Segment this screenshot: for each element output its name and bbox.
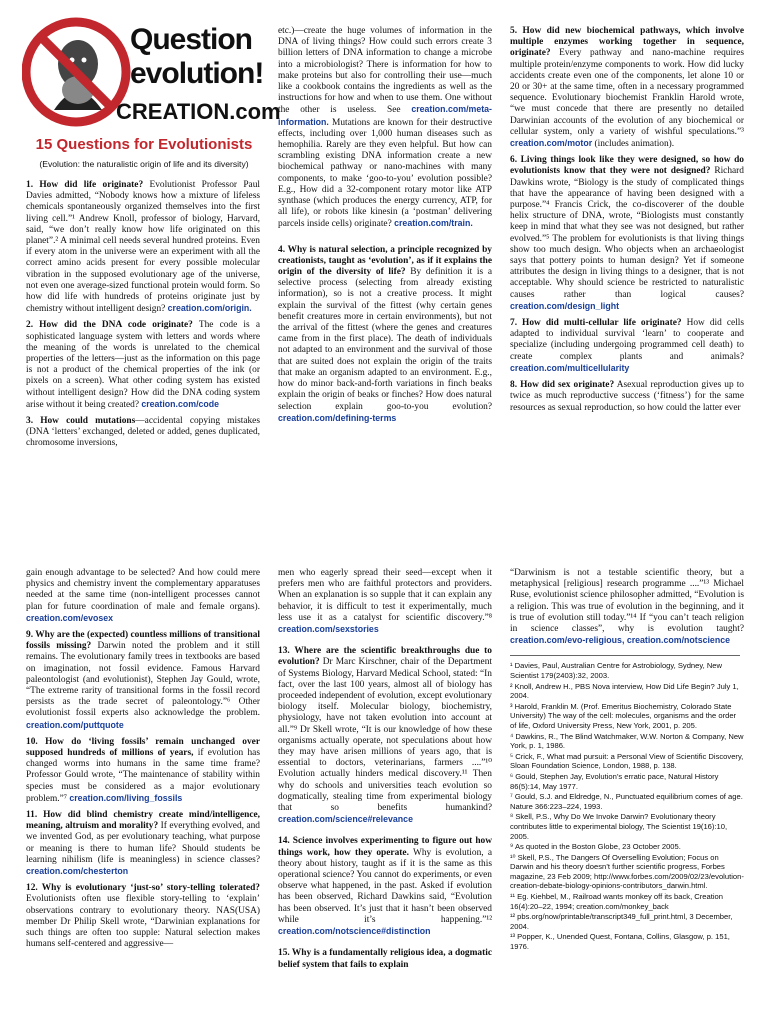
footnote: ⁶ Gould, Stephen Jay, Evolution’s erratic pace, Natural History 86(5):14, May 1977. [510, 771, 719, 791]
question-12: 12. Why is evolutionary ‘just-so’ story-telling tolerated? Evolutionists often use flexible story-telling to ‘explain’ observations contrary to evolutionary theory. NAS(USA) member Dr Philip Skell wrote, “Darwinian explanations for such things are often too supple: Natural selection makes humans self-centered and aggressive— [26, 883, 260, 950]
bottom-column-2 [278, 568, 492, 1024]
footnote: ⁵ Crick, F., What mad pursuit: a Personal View of Scientific Discovery, Sloan Foundation Science, London, 1988, p. 138. [510, 751, 744, 771]
question-11: 11. How did blind chemistry create mind/intelligence, meaning, altruism and morality? If everything evolved, and we invented God, as per evolutionary teaching, what purpose or meaning is there to human life? Should students be learning nihilism (life is meaningless) in science classes? creation.com/chesterton [26, 810, 260, 877]
link-living-fossils[interactable]: creation.com/living_fossils [69, 792, 183, 803]
top-column-1 [26, 180, 260, 544]
question-3-continued: etc.)—create the huge volumes of information in the DNA of living things? How could such errors create 3 billion letters of DNA information to change a microbe into a microbiologist? There is information for how to make proteins but also for controlling their use—much like a cookbook contains the ingredients as well as the instructions for how and when to use them. One without the other is useless. See creation.com/meta-information. Mutations are known for their destructive effects, including over 1,000 human diseases such as hemophilia. Rarely are they even helpful. But how can scrambling existing DNA information create a new biochemical pathway or nano-machines with many components, to make ‘goo-to-you’ evolution possible? E.g., How did a 32-component rotary motor like ATP synthase (which produces the energy currency, ATP, for all life), or robots like kinesin (a ‘postman’ delivering parcels inside cells) originate? creation.com/train. [278, 26, 492, 230]
question-4: 4. Why is natural selection, a principle recognized by creationists, taught as ‘evolution’, as if it explains the origin of the diversity of life? By definition it is a selective process (selecting from already existing information), so is not a creative process. It might explain the survival of the fittest (why certain genes benefit creatures more in certain environments), but not the arrival of the fittest (where the genes and creatures came from in the first place). The death of individuals not adapted to an environment and the survival of those that are suited does not explain the origin of the traits that make an organism adapted to an environment. E.g., how do minor back-and-forth variations in finch beaks explain the origin of beaks or finches? How does natural selection explain goo-to-you evolution? creation.com/defining-terms [278, 244, 492, 423]
link-sexstories[interactable]: creation.com/sexstories [278, 624, 379, 635]
question-evolution-logo [22, 14, 281, 134]
logo-line2: evolution! [130, 57, 264, 90]
question-7: 7. How did multi-cellular life originate? How did cells adapted to individual survival ‘learn’ to cooperate and specialize (including undergoing programmed cell death) to create complex plants and animals? creation.com/multicellularity [510, 318, 744, 373]
question-8: 8. How did sex originate? Asexual reproduction gives up to twice as much reproductive success (‘fitness’) for the same resources as sexual reproduction, so how could the latter ever [510, 380, 744, 413]
link-train[interactable]: creation.com/train. [394, 218, 473, 229]
footnote: ⁸ Skell, P.S., Why Do We Invoke Darwin? Evolutionary theory contributes little to experimental biology, The Scientist 19(16):10, 2005. [510, 812, 728, 841]
question-5: 5. How did new biochemical pathways, which involve multiple enzymes working together in sequence, originate? Every pathway and nano-machine requires multiple protein/enzyme components to work. How did lucky accidents create even one of the components, let alone 10 or 20 or 30+ at the same time, often in a necessary programmed sequence. Evolutionary biochemist Franklin Harold wrote, “we must concede that there are presently no detailed Darwinian accounts of the evolution of any biochemical or cellular system, only a variety of wishful speculations.”³ creation.com/motor (includes animation). [510, 26, 744, 150]
footnote: ¹⁰ Skell, P.S., The Dangers Of Overselling Evolution; Focus on Darwin and his theory doesn’t further scientific progress, Forbes magazine, 23 Feb 2009; http://www.forbes.com/2009/02/23/evolution-creation-debate-biology-opinions-contributors_darwin.html. [510, 852, 744, 891]
link-origin[interactable]: creation.com/origin. [167, 303, 252, 314]
question-1: 1. How did life originate? Evolutionist Professor Paul Davies admitted, “Nobody knows how a mixture of lifeless chemicals spontaneously organized themselves into the first living cell.”¹ Andrew Knoll, professor of biology, Harvard, said, “we don’t really know how life originated on this planet”.² A minimal cell needs several hundred proteins. Even if every atom in the universe were an experiment with all the correct amino acids present for every possible molecular vibration in the supposed evolutionary age of the universe, not even one average-sized functional protein would form. So how did life with hundreds of proteins originate just by chemistry without intelligent design? creation.com/origin. [26, 180, 260, 315]
logo-site: CREATION.com [116, 99, 281, 124]
link-meta-information[interactable]: creation.com/meta-information. [278, 104, 492, 127]
page-subtitle: (Evolution: the naturalistic origin of life and its diversity) [39, 159, 249, 169]
question-2: 2. How did the DNA code originate? The code is a sophisticated language system with letters and words where the meaning of the words is unrelated to the chemical properties of the letters—just as the information on this page is not a product of the chemical properties of the ink (or pixels on a screen). What other coding system has existed without intelligent design? How did the DNA coding system arise without it being created? creation.com/code [26, 320, 260, 410]
footnote: ² Knoll, Andrew H., PBS Nova interview, How Did Life Begin? July 1, 2004. [510, 681, 739, 701]
question-13: 13. Where are the scientific breakthroughs due to evolution? Dr Marc Kirschner, chair of the Department of Systems Biology, Harvard Medical School, stated: “In fact, over the last 100 years, almost all of biology has proceeded independent of evolution, except evolutionary biology itself. Molecular biology, biochemistry, physiology, have not taken evolution into account at all.”⁹ Dr Skell wrote, “It is our knowledge of how these organisms actually operate, not speculations about how they may have arisen millions of years ago, that is essential to doctors, veterinarians, farmers ....”¹⁰ Evolution actually hinders medical discovery.¹¹ Then why do schools and universities teach evolution so dogmatically, stealing time from experimental biology that so benefits humankind? creation.com/science#relevance [278, 646, 492, 825]
bottom-column-1 [26, 568, 260, 1024]
footnotes-list [510, 661, 744, 951]
link-science-relevance[interactable]: creation.com/science#relevance [278, 814, 413, 825]
top-column-3 [510, 26, 744, 544]
footnote: ³ Harold, Franklin M. (Prof. Emeritus Biochemistry, Colorado State University) The way of the cell: molecules, organisms and the order of life, Oxford University Press, New York, 2001, p. 205. [510, 701, 737, 730]
question-12-continued: men who eagerly spread their seed—except when it prefers men who are faithful protectors and providers. When an explanation is so supple that it can explain any behavior, it is difficult to test it experimentally, much less use it as a catalyst for scientific discovery.”⁸ creation.com/sexstories [278, 568, 492, 635]
footnote-rule [510, 655, 740, 656]
footnote: ⁹ As quoted in the Boston Globe, 23 October 2005. [510, 842, 681, 852]
question-3: 3. How could mutations—accidental copying mistakes (DNA ‘letters’ exchanged, deleted or added, genes duplicated, chromosome inversions, [26, 416, 260, 449]
logo-line1: Question [130, 23, 253, 56]
link-multicellularity[interactable]: creation.com/multicellularity [510, 362, 630, 373]
link-design-light[interactable]: creation.com/design_light [510, 300, 620, 311]
footnote: ⁴ Dawkins, R., The Blind Watchmaker, W.W. Norton & Company, New York, p. 1, 1986. [510, 731, 744, 751]
question-8-continued: gain enough advantage to be selected? And how could mere physics and chemistry invent the complementary apparatuses needed at the same time (non-intelligent processes cannot plan for future coordination of male and female organs). creation.com/evosex [26, 568, 260, 623]
link-evo-religious[interactable]: creation.com/evo-religious, creation.com/notscience [510, 635, 730, 646]
footnote: ⁷ Gould, S.J. and Eldredge, N., Punctuated equilibrium comes of age. Nature 366:223–224, 1993. [510, 792, 743, 811]
link-code[interactable]: creation.com/code [141, 398, 220, 409]
footnote: ¹¹ Eg. Kiehbel, M., Railroad wants monkey off its back, Creation 16(4):20–22, 1994; creation.com/monkey_back [510, 892, 723, 911]
link-puttquote[interactable]: creation.com/puttquote [26, 719, 124, 730]
link-motor[interactable]: creation.com/motor [510, 138, 593, 149]
top-column-2 [278, 26, 492, 544]
question-15: 15. Why is a fundamentally religious idea, a dogmatic belief system that fails to explain [278, 948, 492, 970]
footnote: ¹³ Popper, K., Unended Quest, Fontana, Collins, Glasgow, p. 151, 1976. [510, 932, 730, 952]
question-6: 6. Living things look like they were designed, so how do evolutionists know that they were not designed? Richard Dawkins wrote, “Biology is the study of complicated things that have the appearance of having been designed with a purpose.”⁴ Francis Crick, the co-discoverer of the double helix structure of DNA, wrote, “Biologists must constantly keep in mind that what they see was not designed, but rather evolved.”⁵ The problem for evolutionists is that living things show too much design. Who objects when an archaeologist says that pottery points to human design? Yet if someone attributes the design in living things to a designer, that is not acceptable. Why should science be restricted to naturalistic causes rather than logical causes? creation.com/design_light [510, 155, 744, 311]
footnote: ¹ Davies, Paul, Australian Centre for Astrobiology, Sydney, New Scientist 179(2403):32, 2003. [510, 661, 723, 681]
question-10: 10. How do ‘living fossils’ remain unchanged over supposed hundreds of millions of years, if evolution has changed worms into humans in the same time frame? Professor Gould wrote, “The maintenance of stability within species must be considered as a major evolutionary problem.”⁷ creation.com/living_fossils [26, 736, 260, 804]
link-chesterton[interactable]: creation.com/chesterton [26, 866, 129, 877]
page-title: 15 Questions for Evolutionists [35, 136, 253, 153]
question-9: 9. Why are the (expected) countless millions of transitional fossils missing? Darwin noted the problem and it still remains. The evolutionary family trees in textbooks are based on imagination, not fossil evidence. Famous Harvard paleontologist (and evolutionist), Stephen Jay Gould, wrote, “The extreme rarity of transitional forms in the fossil record persists as the trade secret of paleontology.”⁶ Other evolutionist fossil experts also acknowledge the problem. creation.com/puttquote [26, 630, 260, 730]
question-15-continued: “Darwinism is not a testable scientific theory, but a metaphysical [religious] research programme ....”¹³ Michael Ruse, evolutionist science philosopher admitted, “Evolution is a religion. This was true of evolution in the beginning, and it is true of evolution still today.”¹⁴ If “you can’t teach religion in science classes”, why is evolution taught? creation.com/evo-religious, creation.com/notscience [510, 568, 744, 646]
question-14: 14. Science involves experimenting to figure out how things work, how they operate. Why is evolution, a theory about history, taught as if it is the same as this operational science? You cannot do experiments, or even observe what happened, in the past. Asked if evolution has been observed, Richard Dawkins said, “Evolution has been observed. It’s just that it hasn’t been observed while it’s happening.”¹² creation.com/notscience#distinction [278, 836, 492, 937]
footnote: ¹² pbs.org/now/printable/transcript349_full_print.html, 3 December, 2004. [510, 912, 733, 931]
link-evosex[interactable]: creation.com/evosex [26, 612, 114, 623]
bottom-column-3 [510, 568, 744, 1024]
link-defining-terms[interactable]: creation.com/defining-terms [278, 412, 397, 423]
link-notscience-distinction[interactable]: creation.com/notscience#distinction [278, 926, 431, 937]
